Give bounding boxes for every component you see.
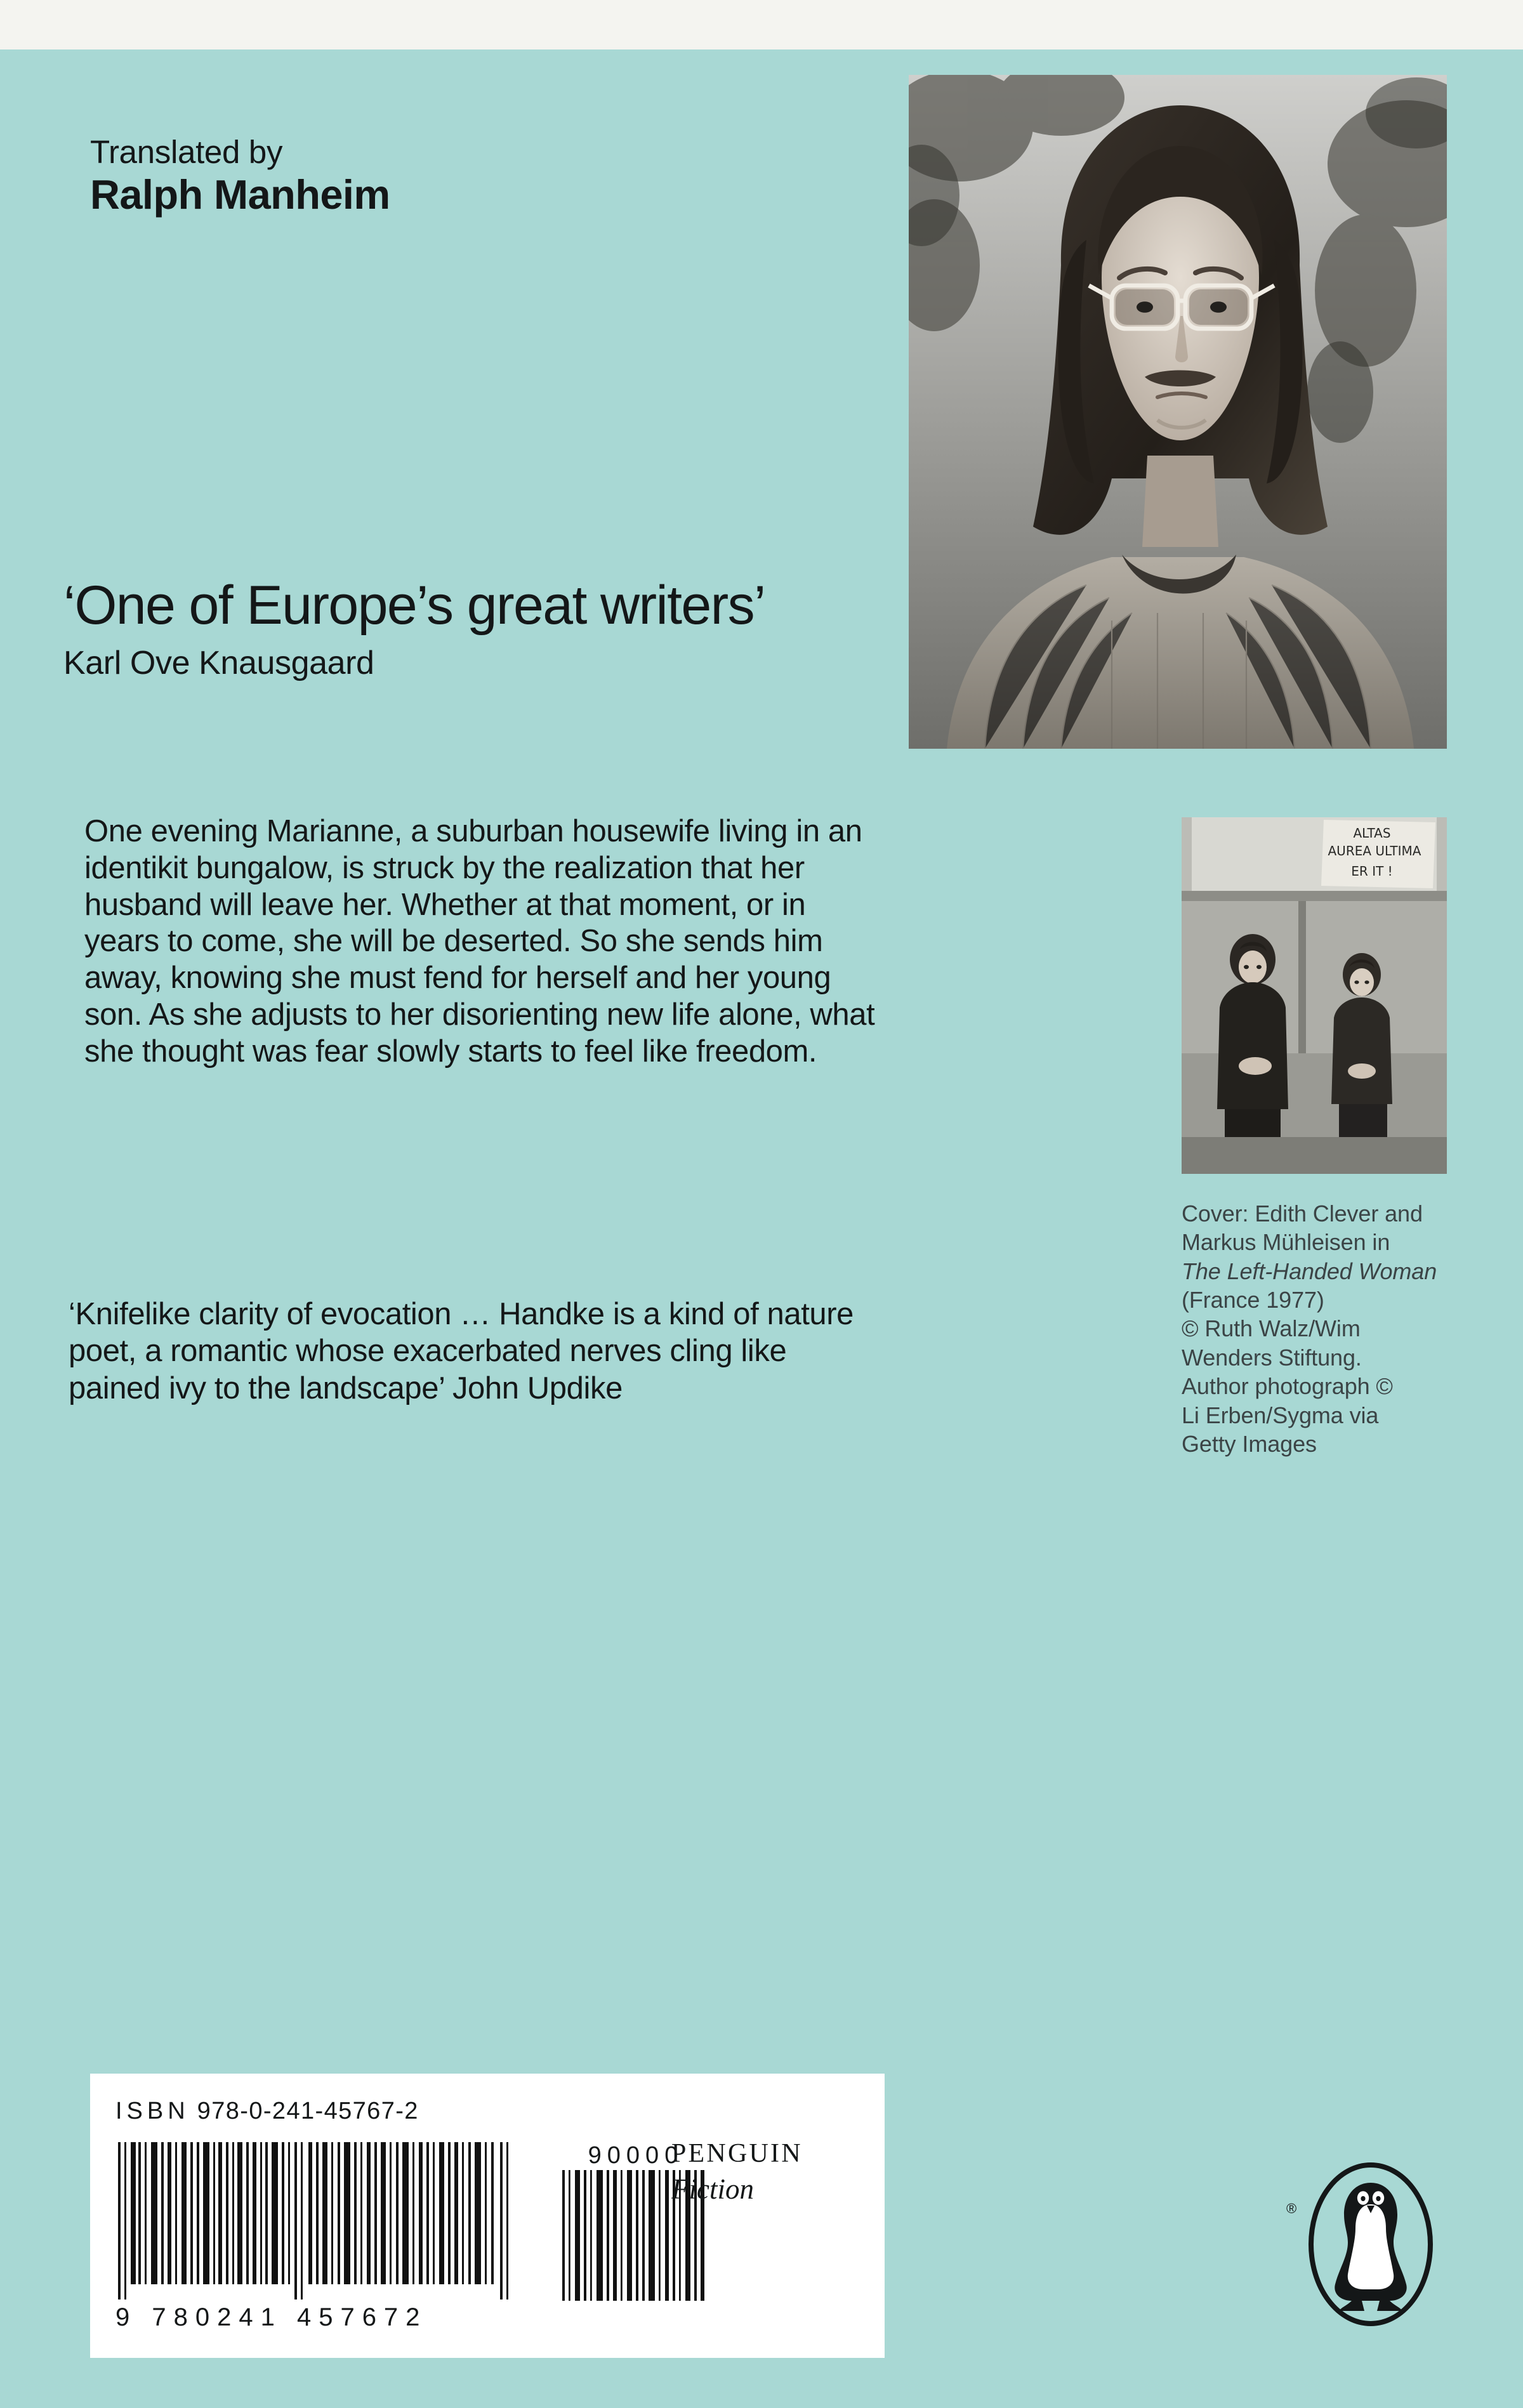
pull-quote-text: ‘One of Europe’s great writers’: [63, 575, 765, 636]
pull-quote-block: [63, 576, 876, 683]
credit-line-8: Getty Images: [1182, 1430, 1317, 1457]
credit-film-title: The Left-Handed Woman: [1182, 1258, 1437, 1284]
credit-line-2: Markus Mühleisen in: [1182, 1229, 1390, 1256]
imprint-name: PENGUIN: [671, 2139, 803, 2168]
svg-text:AUREA ULTIMA: AUREA ULTIMA: [1328, 843, 1421, 859]
credit-line-4: © Ruth Walz/Wim: [1182, 1315, 1361, 1342]
pull-quote-attribution: Karl Ove Knausgaard: [63, 645, 374, 682]
credit-line-6: Author photograph ©: [1182, 1373, 1393, 1400]
registered-mark: ®: [1286, 2201, 1297, 2216]
svg-text:ER IT !: ER IT !: [1351, 864, 1393, 879]
credit-line-5: Wenders Stiftung.: [1182, 1344, 1362, 1371]
credit-line-1: Cover: Edith Clever and: [1182, 1201, 1423, 1227]
imprint-category: Fiction: [671, 2173, 754, 2205]
ean-digits: 9 780241 457672: [115, 2303, 428, 2331]
translator-prefix: Translated by: [90, 134, 283, 170]
credit-line-7: Li Erben/Sygma via: [1182, 1402, 1379, 1428]
imprint-block: [671, 2138, 803, 2206]
blurb-paragraph: [84, 813, 884, 1070]
image-credits: [1182, 1199, 1454, 1458]
isbn-label: ISBN: [115, 2098, 190, 2124]
cover-thumbnail-image: [1182, 817, 1447, 1174]
blurb-text: One evening Marianne, a suburban housewife living in an identikit bungalow, is struck by the realization that her husband will leave her. Whether at that moment, or in years to come, she will be deserted. So she sends him away, knowing she must fend for herself and her young son. As she adjusts to her disorienting new life alone, what she thought was fear slowly starts to feel like freedom.: [84, 814, 875, 1069]
barcode-addon-digits: 90000: [588, 2142, 684, 2169]
top-white-strip: [0, 0, 1523, 49]
credit-film-year: (France 1977): [1182, 1287, 1324, 1313]
barcode-panel: [90, 2074, 885, 2358]
review-quote: ‘Knifelike clarity of evocation … Handke is a kind of nature poet, a romantic whose exacerbated nerves cling like pained ivy to the landscape’ John Updike: [69, 1297, 854, 1405]
svg-text:ALTAS: ALTAS: [1353, 826, 1391, 841]
translator-name: Ralph Manheim: [90, 171, 390, 218]
isbn-line: [115, 2098, 419, 2125]
translator-block: [90, 135, 390, 218]
barcode-main-bars: [115, 2142, 519, 2299]
isbn-number: 978-0-241-45767-2: [197, 2098, 419, 2124]
penguin-logo-icon: [1309, 2162, 1433, 2326]
author-photograph: [909, 75, 1447, 749]
